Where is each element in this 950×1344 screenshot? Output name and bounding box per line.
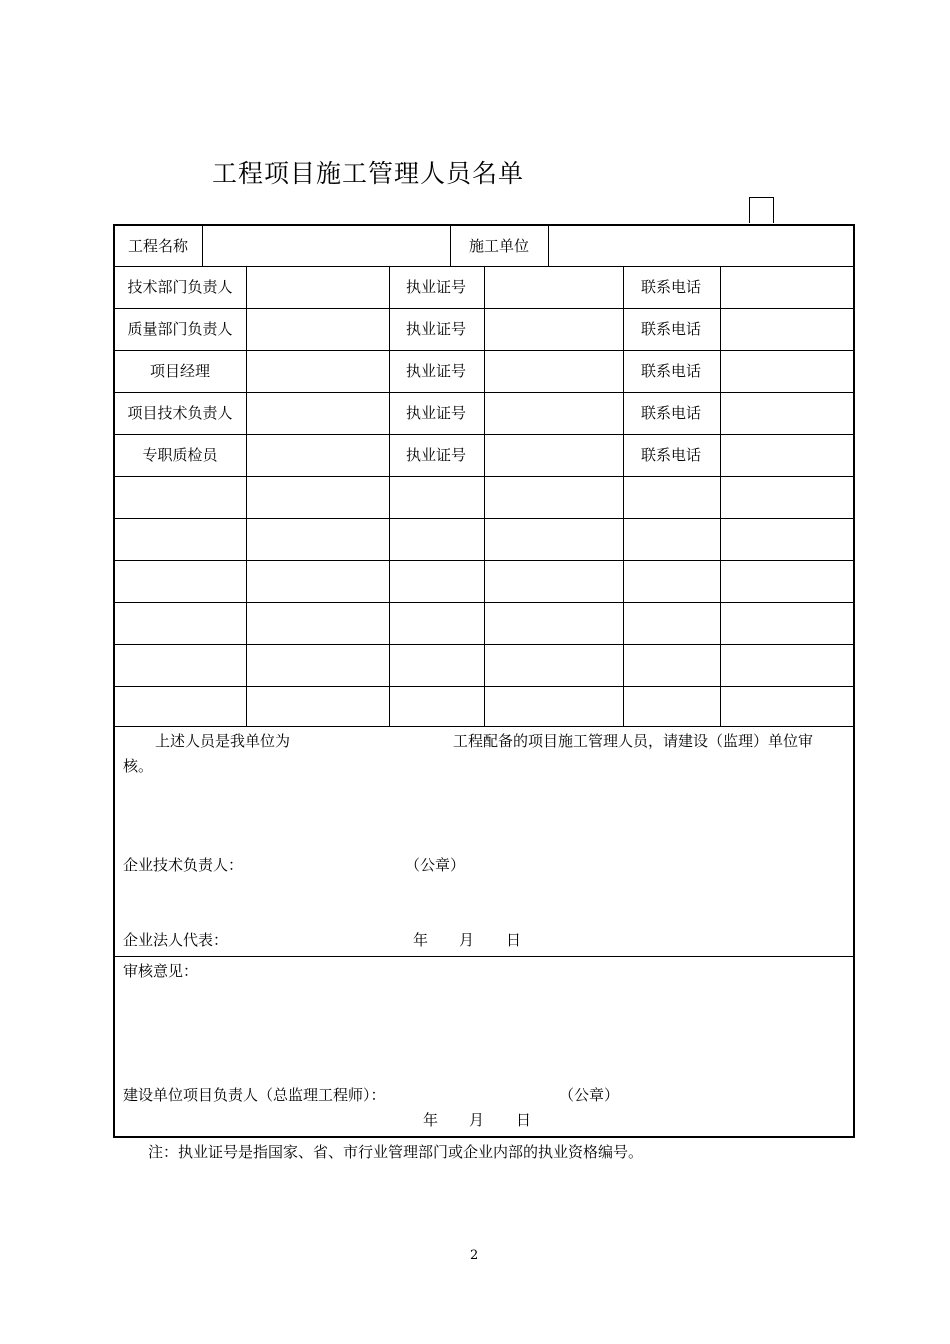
statement-text: 核。 xyxy=(123,757,154,775)
cert-label: 执业证号 xyxy=(405,404,467,422)
personnel-table xyxy=(113,224,855,1138)
review-opinion-label: 审核意见： xyxy=(123,962,199,980)
row-divider xyxy=(115,726,853,727)
statement-text: 工程配备的项目施工管理人员，请建设（监理）单位审 xyxy=(453,732,814,750)
corner-box xyxy=(749,197,774,223)
construction-unit-label: 施工单位 xyxy=(468,237,530,255)
cert-label: 执业证号 xyxy=(405,320,467,338)
col-divider xyxy=(548,226,549,266)
footnote: 注：执业证号是指国家、省、市行业管理部门或企业内部的执业资格编号。 xyxy=(148,1143,644,1161)
col-divider xyxy=(623,266,624,726)
section-divider xyxy=(115,956,853,957)
date-month: 月 xyxy=(469,1111,485,1129)
col-divider xyxy=(389,266,390,726)
cert-label: 执业证号 xyxy=(405,446,467,464)
role-label: 技术部门负责人 xyxy=(127,278,233,296)
col-divider xyxy=(450,226,451,266)
date-year: 年 xyxy=(413,931,429,949)
phone-label: 联系电话 xyxy=(640,404,702,422)
col-divider xyxy=(202,226,203,266)
col-divider xyxy=(484,266,485,726)
cert-label: 执业证号 xyxy=(405,362,467,380)
phone-label: 联系电话 xyxy=(640,446,702,464)
role-label: 专职质检员 xyxy=(142,446,218,464)
role-label: 项目技术负责人 xyxy=(127,404,233,422)
project-name-label: 工程名称 xyxy=(127,237,189,255)
seal-label: （公章） xyxy=(405,856,466,874)
phone-label: 联系电话 xyxy=(640,320,702,338)
col-divider xyxy=(720,266,721,726)
phone-label: 联系电话 xyxy=(640,278,702,296)
col-divider xyxy=(246,266,247,726)
date-month: 月 xyxy=(459,931,475,949)
owner-head-label: 建设单位项目负责人（总监理工程师）： xyxy=(123,1086,386,1104)
page-number: 2 xyxy=(470,1248,479,1263)
page-title: 工程项目施工管理人员名单 xyxy=(212,159,525,188)
date-year: 年 xyxy=(423,1111,439,1129)
phone-label: 联系电话 xyxy=(640,362,702,380)
legal-rep-label: 企业法人代表： xyxy=(123,931,229,949)
date-day: 日 xyxy=(506,931,522,949)
date-day: 日 xyxy=(516,1111,532,1129)
statement-text: 上述人员是我单位为 xyxy=(155,732,291,750)
cert-label: 执业证号 xyxy=(405,278,467,296)
role-label: 质量部门负责人 xyxy=(127,320,233,338)
tech-head-label: 企业技术负责人： xyxy=(123,856,244,874)
role-label: 项目经理 xyxy=(149,362,211,380)
seal-label: （公章） xyxy=(559,1086,620,1104)
